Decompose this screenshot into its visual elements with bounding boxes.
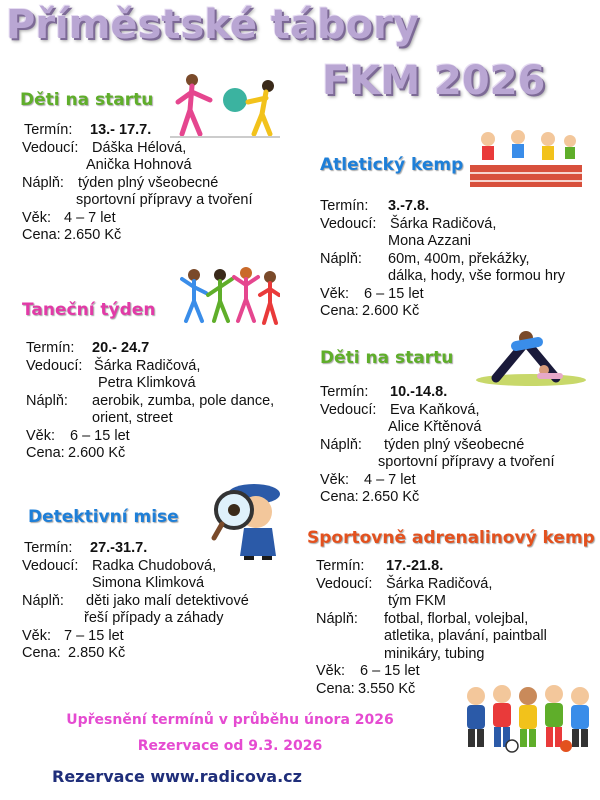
- footer-reservation-date: Rezervace od 9.3. 2026: [137, 738, 323, 754]
- camp-3-title: Taneční týden: [22, 300, 156, 320]
- age-label: Věk:: [26, 427, 56, 444]
- camp-2-info: [320, 198, 565, 321]
- camp-1-info: [24, 122, 253, 245]
- camp-1-age: 4 – 7 let: [64, 209, 116, 226]
- camp-5-price: 2.850 Kč: [68, 645, 126, 661]
- camp-3-leader-1: Šárka Radičová,: [94, 357, 201, 374]
- term-label: Termín:: [24, 122, 73, 138]
- price-label: Cena:: [22, 645, 61, 661]
- camp-5-content-1: děti jako malí detektivové: [86, 592, 249, 609]
- content-label: Náplň:: [22, 592, 64, 609]
- camp-4-info: [320, 384, 555, 507]
- page-title-line2: FKM 2026: [322, 58, 546, 104]
- camp-1-content-1: týden plný všeobecné: [78, 174, 219, 191]
- camp-3-content-1: aerobik, zumba, pole dance,: [92, 392, 275, 409]
- leader-label: Vedoucí:: [320, 401, 377, 418]
- camp-1-term: 13.- 17.7.: [90, 122, 152, 138]
- camp-4-age: 4 – 7 let: [364, 471, 416, 488]
- camp-6-leader-2: tým FKM: [388, 593, 446, 609]
- footer-reservation-web[interactable]: Rezervace www.radicova.cz: [52, 767, 302, 786]
- term-label: Termín:: [320, 198, 369, 214]
- term-label: Termín:: [26, 340, 75, 356]
- camp-1-content-2: sportovní přípravy a tvoření: [76, 192, 253, 208]
- content-label: Náplň:: [316, 610, 358, 627]
- price-label: Cena:: [320, 303, 359, 319]
- term-label: Termín:: [316, 558, 365, 574]
- camp-5-leader-2: Simona Klimková: [92, 575, 205, 591]
- dancing-kids-illustration: [180, 265, 280, 327]
- camp-1-price: 2.650 Kč: [64, 227, 122, 243]
- camp-4-price: 2.650 Kč: [362, 489, 420, 505]
- price-label: Cena:: [316, 680, 355, 697]
- page-title-line1: Příměstské tábory: [6, 2, 419, 48]
- leader-label: Vedoucí:: [22, 557, 79, 574]
- camp-2-content-2: dálka, hody, vše formou hry: [388, 268, 566, 284]
- camp-6-age: 6 – 15 let: [360, 663, 420, 679]
- leader-label: Vedoucí:: [316, 575, 373, 592]
- camp-5-leader-1: Radka Chudobová,: [92, 557, 217, 574]
- age-label: Věk:: [22, 209, 52, 226]
- footer-note: Upřesnění termínů v průběhu února 2026: [66, 712, 394, 728]
- camp-6-price: 3.550 Kč: [358, 680, 416, 697]
- camp-6-content-1: fotbal, florbal, volejbal,: [384, 610, 529, 627]
- camp-6-title: Sportovně adrenalinový kemp: [307, 528, 595, 548]
- camp-5-age: 7 – 15 let: [64, 627, 124, 644]
- camp-6-content-3: minikáry, tubing: [384, 645, 485, 662]
- camp-1-leader-1: Dáška Hélová,: [92, 139, 187, 156]
- content-label: Náplň:: [320, 250, 362, 267]
- term-label: Termín:: [320, 384, 369, 400]
- price-label: Cena:: [26, 445, 65, 461]
- content-label: Náplň:: [320, 436, 362, 453]
- age-label: Věk:: [320, 285, 350, 302]
- camp-6-content-2: atletika, plavání, paintball: [384, 628, 547, 644]
- leader-label: Vedoucí:: [22, 139, 79, 156]
- camp-2-title: Atletický kemp: [320, 155, 464, 175]
- camp-1-title: Děti na startu: [20, 90, 154, 110]
- camp-3-info: [26, 340, 274, 463]
- camp-4-title: Děti na startu: [320, 348, 454, 368]
- yoga-mother-child-photo: [476, 318, 586, 388]
- camp-3-price: 2.600 Kč: [68, 445, 126, 461]
- camp-4-term: 10.-14.8.: [390, 384, 448, 400]
- leader-label: Vedoucí:: [320, 215, 377, 232]
- camp-2-leader-1: Šárka Radičová,: [390, 215, 497, 232]
- camp-3-term: 20.- 24.7: [92, 340, 150, 356]
- camp-6-term: 17.-21.8.: [386, 558, 444, 574]
- age-label: Věk:: [320, 471, 350, 488]
- term-label: Termín:: [24, 540, 73, 556]
- camp-4-leader-1: Eva Kaňková,: [390, 401, 480, 418]
- camp-2-price: 2.600 Kč: [362, 303, 420, 319]
- content-label: Náplň:: [22, 174, 64, 191]
- camp-5-term: 27.-31.7.: [90, 540, 148, 556]
- leader-label: Vedoucí:: [26, 357, 83, 374]
- camp-1-leader-2: Anička Hohnová: [86, 157, 192, 173]
- camp-3-content-2: orient, street: [92, 410, 173, 426]
- camp-2-leader-2: Mona Azzani: [388, 233, 472, 249]
- age-label: Věk:: [22, 627, 52, 644]
- camp-5-content-2: řeší případy a záhady: [84, 610, 224, 626]
- content-label: Náplň:: [26, 392, 68, 409]
- camp-4-content-2: sportovní přípravy a tvoření: [378, 454, 555, 470]
- camp-2-age: 6 – 15 let: [364, 285, 424, 302]
- age-label: Věk:: [316, 663, 346, 679]
- camp-2-content-1: 60m, 400m, překážky,: [388, 250, 530, 267]
- price-label: Cena:: [22, 227, 61, 243]
- camp-5-info: [24, 540, 249, 663]
- camp-4-leader-2: Alice Křtěnová: [388, 419, 482, 435]
- camp-3-leader-2: Petra Klimková: [98, 375, 196, 391]
- camp-4-content-1: týden plný všeobecné: [384, 436, 525, 453]
- camp-5-title: Detektivní mise: [28, 507, 179, 527]
- camp-6-leader-1: Šárka Radičová,: [386, 575, 493, 592]
- camp-3-age: 6 – 15 let: [70, 427, 130, 444]
- running-kids-track-illustration: [470, 125, 582, 187]
- camp-6-info: [316, 558, 547, 698]
- camp-2-term: 3.-7.8.: [388, 198, 430, 214]
- price-label: Cena:: [320, 489, 359, 505]
